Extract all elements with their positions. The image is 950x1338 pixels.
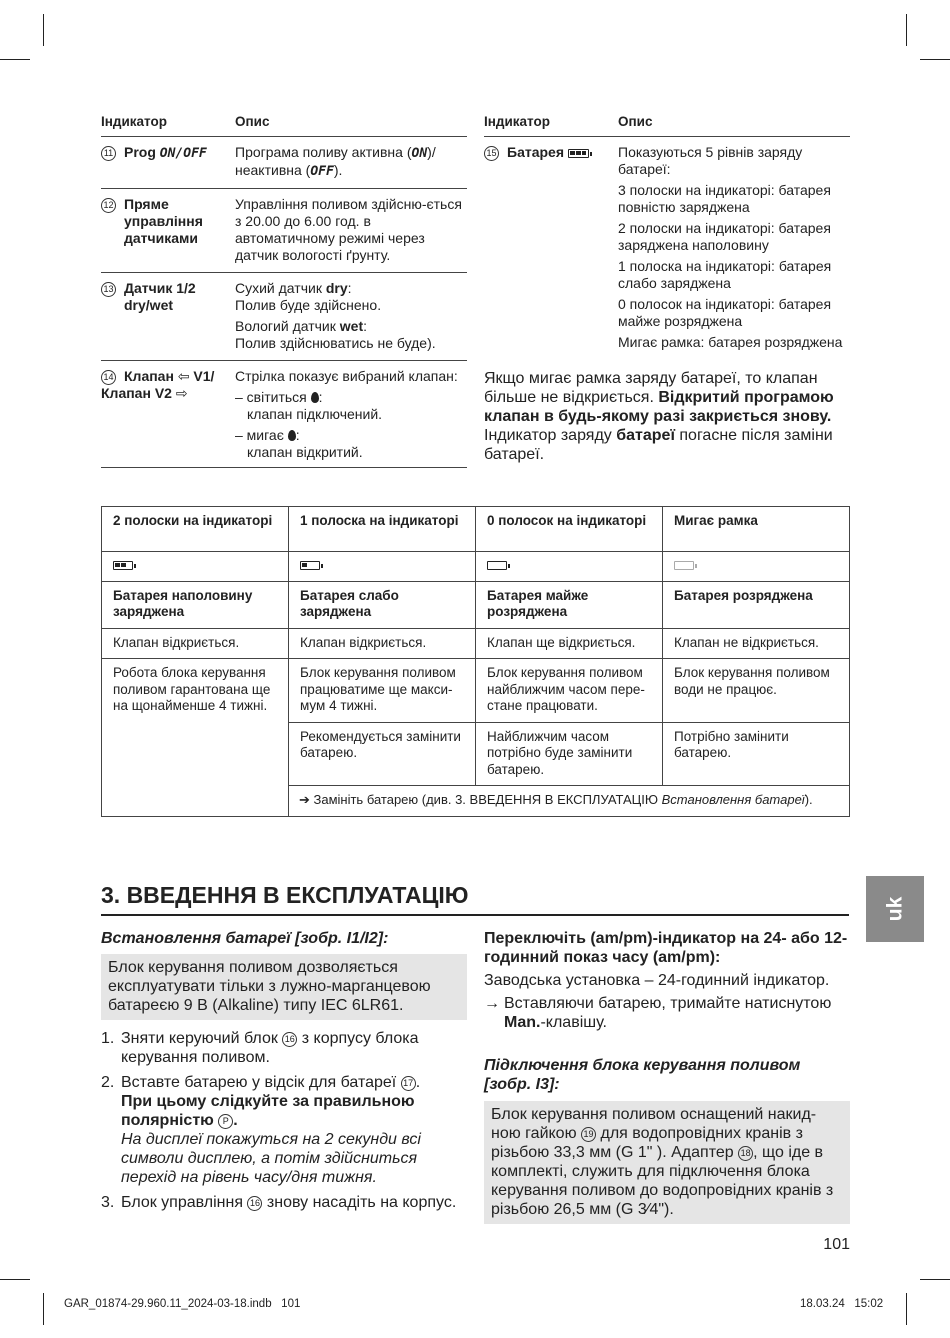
table-cell: Блок керування поливом працюватиме ще макси-мум 4 тижні. xyxy=(289,659,476,723)
ampm-heading: Переключіть (am/pm)-індикатор на 24- або 12-годинний показ часу (am/pm): xyxy=(484,930,848,966)
table-row xyxy=(102,581,850,628)
header-description: Опис xyxy=(618,114,653,129)
connect-note xyxy=(484,1101,850,1224)
drop-icon xyxy=(288,430,296,441)
lcd-off: OFF xyxy=(310,164,334,179)
indicator-label: Пряме управління датчиками xyxy=(124,196,203,246)
table-row xyxy=(102,628,850,659)
indicator-label: Клапан xyxy=(124,368,178,384)
indicator-table-left xyxy=(101,113,467,468)
indicator-cell xyxy=(484,144,618,355)
step-text: Вставте батарею у відсік для батареї xyxy=(121,1074,401,1091)
table-row xyxy=(101,273,467,361)
desc-text: 3 полоски на індикаторі: батарея повністю заряджена xyxy=(618,182,831,215)
table-header-cell: 1 полоска на індикаторі xyxy=(289,507,476,552)
table-cell: Блок керування поливом води не працює. xyxy=(663,659,850,723)
note-text: Якщо мигає рамка заряду батареї, то клапан більше не відкриється. xyxy=(484,370,818,406)
step-number: 3. xyxy=(101,1194,115,1211)
table-header-cell: 2 полоски на індикаторі xyxy=(102,507,289,552)
desc-text: Програма поливу активна ( xyxy=(235,144,412,160)
install-note: Блок керування поливом дозволяється експлуатувати тільки з лужно-марганцевою батареєю 9 В (Alkaline) типу IEC 6LR61. xyxy=(101,954,467,1020)
ref-number: 19 xyxy=(581,1127,596,1142)
table-cell: Блок керування поливом найближчим часом пере-стане працювати. xyxy=(476,659,663,723)
table-cell: Батарея розряджена xyxy=(663,581,850,628)
table-cell: Найближчим часом потрібно буде замінити батарею. xyxy=(476,722,663,786)
ref-number: P xyxy=(218,1114,233,1129)
indicator-cell xyxy=(101,280,235,352)
desc-text: Сухий датчик xyxy=(235,280,326,296)
table-header-cell: 0 полосок на індикаторі xyxy=(476,507,663,552)
description-cell xyxy=(235,144,467,180)
table-cell xyxy=(476,552,663,582)
table-cell: Робота блока керування поливом гарантована ще на щонайменше 4 тижні. xyxy=(102,659,289,817)
footer-text: ). xyxy=(804,792,813,807)
footer-file: GAR_01874-29.960.11_2024-03-18.indb 101 xyxy=(64,1298,301,1310)
table-row xyxy=(102,659,850,723)
man-key-label: Man. xyxy=(504,1014,541,1031)
step-bold: . xyxy=(233,1112,238,1129)
step-text: . xyxy=(415,1074,421,1091)
table-footer-cell xyxy=(289,786,850,817)
install-steps xyxy=(101,1029,467,1218)
note-text: для водопровідних кранів з різьбою 33,3 мм (G 1" ). Адаптер xyxy=(491,1125,803,1161)
lcd-on: ON xyxy=(411,146,428,161)
battery-full-icon xyxy=(568,149,589,158)
step-text: Блок управління xyxy=(121,1194,248,1211)
ampm-instruction xyxy=(484,994,850,1032)
battery-blinking-frame-icon xyxy=(674,561,694,570)
arrow-right-icon: → xyxy=(484,995,500,1012)
desc-text: клапан відкритий. xyxy=(247,444,363,460)
crop-mark xyxy=(906,1293,907,1325)
desc-text: Вологий датчик xyxy=(235,318,340,334)
desc-text: Полив здійснюватись не буде). xyxy=(235,335,436,351)
lcd-on-off: ON/OFF xyxy=(159,146,207,161)
table-cell xyxy=(663,552,850,582)
page-number: 101 xyxy=(823,1236,850,1253)
instr-text: -клавішу. xyxy=(540,1014,607,1031)
crop-mark xyxy=(906,14,907,46)
wet-label: wet xyxy=(339,318,364,334)
dry-label: dry xyxy=(325,280,348,296)
table-cell xyxy=(102,552,289,582)
table-row xyxy=(484,137,850,363)
list-item xyxy=(101,1029,467,1067)
desc-text: : xyxy=(295,427,300,443)
ref-number: 12 xyxy=(101,198,116,213)
table-row xyxy=(102,507,850,552)
description-cell xyxy=(235,280,467,352)
footer-italic: Встановлення батареї xyxy=(661,792,805,807)
ref-number: 17 xyxy=(401,1076,416,1091)
header-indicator: Індикатор xyxy=(484,114,550,129)
desc-text: Показуються 5 рівнів заряду батареї: xyxy=(618,144,803,177)
install-heading: Встановлення батареї [зобр. I1/I2]: xyxy=(101,930,389,947)
crop-mark xyxy=(43,14,44,46)
indicator-label: Клапан V2 xyxy=(101,385,176,401)
table-cell: Потрібно замінити батарею. xyxy=(663,722,850,786)
table-cell: Батарея майже розряджена xyxy=(476,581,663,628)
step-text: знову насадіть на корпус. xyxy=(262,1194,457,1211)
table-cell xyxy=(289,552,476,582)
table-row xyxy=(102,552,850,582)
crop-mark xyxy=(0,59,30,60)
instr-text: Вставляючи батарею, тримайте натиснутою xyxy=(504,995,832,1012)
indicator-cell xyxy=(101,144,235,180)
battery-status-table xyxy=(101,506,850,817)
footer-text: ➔ Замініть батарею (див. 3. ВВЕДЕННЯ В ЕКСПЛУАТАЦІЮ xyxy=(299,792,662,807)
crop-mark xyxy=(0,1279,30,1280)
section-title: 3. ВВЕДЕННЯ В ЕКСПЛУАТАЦІЮ xyxy=(101,882,469,908)
desc-text: – світиться xyxy=(235,389,311,405)
description-cell xyxy=(618,144,850,355)
table-cell: Рекомендується замінити батарею. xyxy=(289,722,476,786)
connect-heading: Підключення блока керування поливом [зобр. I3]: xyxy=(484,1057,801,1093)
desc-text: Мигає рамка: батарея розряджена xyxy=(618,334,843,350)
header-indicator: Індикатор xyxy=(101,114,167,129)
desc-text: Полив буде здійснено. xyxy=(235,297,382,313)
step-number: 2. xyxy=(101,1074,115,1091)
indicator-label: Prog xyxy=(124,144,160,160)
table-cell: Клапан ще відкриється. xyxy=(476,628,663,659)
crop-mark xyxy=(920,1279,950,1280)
header-description: Опис xyxy=(235,114,270,129)
step-bold: При цьому слідкуйте за правильною полярністю xyxy=(121,1093,415,1129)
indicator-table-right xyxy=(484,113,850,363)
table-row xyxy=(101,189,467,273)
indicator-label: Батарея xyxy=(507,144,568,160)
note-text: , що іде в комплекті, служить для підключення блока керування поливом до водопровідних кранів з різьбою 26,5 мм (G 3⁄4"). xyxy=(491,1144,834,1218)
table-header xyxy=(101,113,467,137)
footer-date: 18.03.24 xyxy=(800,1298,845,1310)
note-text: Блок керування поливом оснащений накид-ною гайкою xyxy=(491,1106,817,1142)
drop-icon xyxy=(311,392,319,403)
list-item xyxy=(101,1073,467,1187)
table-cell: Клапан відкриється. xyxy=(102,628,289,659)
ref-number: 14 xyxy=(101,370,116,385)
ref-number: 18 xyxy=(738,1146,753,1161)
desc-text: : xyxy=(363,318,367,334)
table-row xyxy=(101,137,467,189)
desc-text: )/ неактивна ( xyxy=(235,144,436,178)
language-tab xyxy=(866,876,924,942)
battery-one-bar-icon xyxy=(300,561,320,570)
desc-text: 1 полоска на індикаторі: батарея слабо заряджена xyxy=(618,258,832,291)
battery-blink-note xyxy=(484,369,850,464)
indicator-cell xyxy=(101,196,235,264)
description-cell: Управління поливом здійсню-ється з 20.00 до 6.00 год. в автоматичному режимі через датчик вологості ґрунту. xyxy=(235,196,462,263)
arrow-left-icon: ⇦ xyxy=(177,368,190,384)
note-text: Індикатор заряду xyxy=(484,427,617,444)
note-text: погасне після заміни батареї. xyxy=(484,427,833,463)
table-cell: Клапан не відкриється. xyxy=(663,628,850,659)
step-italic: На дисплеї покажуться на 2 секунди всі символи дисплею, а потім здійсниться перехід на рівень часу/дня тижня. xyxy=(121,1131,421,1186)
desc-text: ). xyxy=(333,162,343,178)
step-text: Зняти керуючий блок xyxy=(121,1030,283,1047)
section-rule xyxy=(101,914,849,916)
battery-two-bars-icon xyxy=(113,561,133,570)
desc-text: Стрілка показує вибраний клапан: xyxy=(235,368,458,384)
desc-text: клапан підключений. xyxy=(247,406,383,422)
table-row xyxy=(101,361,467,468)
step-text: з корпусу блока керування поливом. xyxy=(121,1030,419,1066)
table-cell: Клапан відкриється. xyxy=(289,628,476,659)
table-cell: Батарея наполовину заряджена xyxy=(102,581,289,628)
note-bold: батареї xyxy=(616,427,675,444)
table-cell: Батарея слабо заряджена xyxy=(289,581,476,628)
description-cell xyxy=(235,368,467,461)
ref-number: 15 xyxy=(484,146,499,161)
ampm-factory: Заводська установка – 24-годинний індикатор. xyxy=(484,972,830,989)
desc-text: : xyxy=(347,280,352,296)
indicator-cell xyxy=(101,368,235,461)
ref-number: 16 xyxy=(282,1032,297,1047)
desc-text: 2 полоски на індикаторі: батарея заряджена наполовину xyxy=(618,220,831,253)
indicator-label: Датчик 1/2 dry/wet xyxy=(124,280,196,313)
desc-text: : xyxy=(318,389,323,405)
indicator-label: V1/ xyxy=(189,368,215,384)
ref-number: 11 xyxy=(101,146,116,161)
ref-number: 16 xyxy=(247,1196,262,1211)
battery-empty-icon xyxy=(487,561,507,570)
crop-mark xyxy=(43,1293,44,1325)
ref-number: 13 xyxy=(101,282,116,297)
footer-datetime xyxy=(800,1298,883,1310)
footer-time: 15:02 xyxy=(854,1298,884,1310)
desc-text: 0 полосок на індикаторі: батарея майже розряджена xyxy=(618,296,832,329)
desc-text: – мигає xyxy=(235,427,288,443)
crop-mark xyxy=(920,59,950,60)
list-item xyxy=(101,1193,467,1212)
note-bold: Відкритий програмою клапан в будь-якому разі закриється знову. xyxy=(484,389,834,425)
step-number: 1. xyxy=(101,1030,115,1047)
table-header xyxy=(484,113,850,137)
language-tab-label: uk xyxy=(882,896,906,922)
table-header-cell: Мигає рамка xyxy=(663,507,850,552)
arrow-right-icon: ⇨ xyxy=(175,385,188,401)
